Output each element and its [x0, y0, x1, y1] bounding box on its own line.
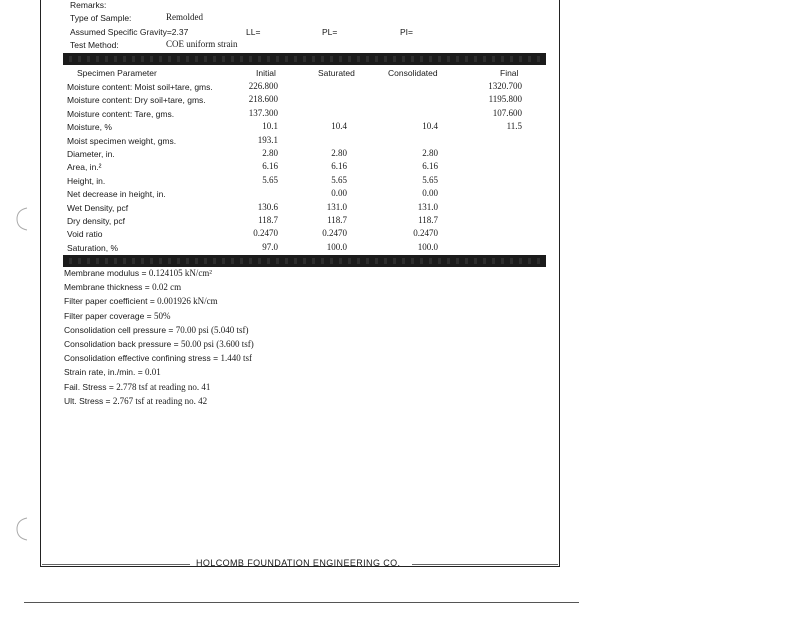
note-label: Consolidation back pressure =: [64, 339, 181, 349]
table-row-label: Moisture content: Tare, gms.: [67, 109, 175, 119]
note-value: 2.778 tsf at reading no. 41: [116, 382, 211, 392]
scan-line-bottom: [24, 602, 579, 603]
table-row-label: Moisture content: Moist soil+tare, gms.: [67, 82, 213, 92]
table-cell: 130.6: [257, 202, 278, 212]
table-row-label: Dry density, pcf: [67, 216, 125, 226]
note-value: 50%: [154, 311, 171, 321]
table-cell: 5.65: [422, 175, 438, 185]
note-label: Strain rate, in./min. =: [64, 367, 146, 377]
note-value: 1.440 tsf: [220, 353, 252, 363]
table-cell: 226.800: [248, 81, 278, 91]
specific-gravity-label: Assumed Specific Gravity=2.37: [70, 27, 189, 37]
table-row-label: Void ratio: [67, 229, 103, 239]
footer-rule-left: [42, 564, 190, 565]
table-cell: 137.300: [248, 108, 278, 118]
table-cell: 1320.700: [488, 81, 522, 91]
table-cell: 100.0: [326, 242, 347, 252]
table-cell: 6.16: [262, 161, 278, 171]
page-border-left: [40, 0, 41, 566]
note-line: [64, 339, 254, 349]
table-cell: 11.5: [506, 121, 522, 131]
note-label: Filter paper coefficient =: [64, 296, 158, 306]
table-cell: 118.7: [258, 215, 278, 225]
table-row-label: Area, in.²: [67, 162, 102, 172]
table-cell: 0.00: [422, 188, 438, 198]
table-cell: 118.7: [418, 215, 438, 225]
table-cell: 1195.800: [488, 94, 522, 104]
table-cell: 0.00: [331, 188, 347, 198]
note-value: 2.767 tsf at reading no. 42: [112, 396, 208, 406]
table-cell: 0.2470: [413, 228, 438, 238]
note-line: [64, 282, 181, 292]
note-line: [64, 353, 252, 363]
table-row-label: Moist specimen weight, gms.: [67, 136, 177, 146]
note-line: [64, 382, 210, 392]
note-value: 0.001926 kN/cm: [157, 296, 218, 306]
sample-type-value: Remolded: [166, 12, 203, 22]
note-value: 0.02 cm: [152, 282, 182, 292]
table-row-label: Moisture, %: [67, 122, 112, 132]
sample-type-label: Type of Sample:: [70, 13, 132, 23]
note-value: 0.01: [145, 367, 161, 377]
note-label: Ult. Stress =: [64, 396, 113, 406]
table-row-label: Diameter, in.: [67, 149, 115, 159]
table-cell: 0.2470: [253, 228, 278, 238]
note-line: [64, 396, 207, 406]
remarks-label: Remarks:: [70, 0, 107, 10]
note-label: Fail. Stress =: [64, 382, 117, 392]
ll-label: LL=: [246, 27, 261, 37]
punch-hole-mark-bottom: [14, 516, 30, 542]
table-cell: 118.7: [327, 215, 347, 225]
table-row-label: Saturation, %: [67, 243, 119, 253]
table-cell: 131.0: [326, 202, 347, 212]
table-cell: 100.0: [417, 242, 438, 252]
table-row-label: Net decrease in height, in.: [67, 189, 166, 199]
note-line: [64, 311, 171, 321]
note-line: [64, 325, 249, 335]
col-header-parameter: Specimen Parameter: [77, 68, 157, 78]
col-header-consolidated: Consolidated: [388, 68, 438, 78]
note-value: 70.00 psi (5.040 tsf): [175, 325, 249, 335]
table-row-label: Wet Density, pcf: [67, 203, 129, 213]
table-cell: 0.2470: [322, 228, 347, 238]
table-cell: 97.0: [262, 242, 278, 252]
note-value: 50.00 psi (3.600 tsf): [180, 339, 254, 349]
table-header-bar-top: [63, 53, 546, 65]
table-cell: 10.4: [331, 121, 347, 131]
table-cell: 193.1: [257, 135, 278, 145]
table-row-label: Moisture content: Dry soil+tare, gms.: [67, 95, 206, 105]
table-cell: 218.600: [248, 94, 278, 104]
table-cell: 2.80: [422, 148, 438, 158]
table-cell: 2.80: [331, 148, 347, 158]
note-label: Consolidation effective confining stress =: [64, 353, 221, 363]
footer-rule-right: [412, 564, 558, 565]
page-border-right: [559, 0, 560, 566]
table-cell: 5.65: [262, 175, 278, 185]
col-header-saturated: Saturated: [318, 68, 355, 78]
pi-label: PI=: [400, 27, 413, 37]
note-line: [64, 367, 161, 377]
table-cell: 6.16: [422, 161, 438, 171]
test-method-value: COE uniform strain: [166, 39, 238, 49]
footer-company: HOLCOMB FOUNDATION ENGINEERING CO.: [196, 558, 401, 568]
pl-label: PL=: [322, 27, 338, 37]
note-label: Membrane thickness =: [64, 282, 153, 292]
note-label: Filter paper coverage =: [64, 311, 155, 321]
table-header-bar-bottom: [63, 255, 546, 267]
note-line: [64, 268, 212, 278]
note-value: 0.124105 kN/cm²: [148, 268, 213, 278]
table-cell: 107.600: [492, 108, 522, 118]
table-cell: 5.65: [331, 175, 347, 185]
col-header-final: Final: [500, 68, 519, 78]
note-label: Consolidation cell pressure =: [64, 325, 176, 335]
test-method-label: Test Method:: [70, 40, 119, 50]
table-cell: 131.0: [417, 202, 438, 212]
table-row-label: Height, in.: [67, 176, 106, 186]
table-cell: 10.4: [422, 121, 438, 131]
note-label: Membrane modulus =: [64, 268, 149, 278]
note-line: [64, 296, 218, 306]
col-header-initial: Initial: [256, 68, 276, 78]
table-cell: 2.80: [262, 148, 278, 158]
punch-hole-mark-top: [14, 206, 30, 232]
table-cell: 6.16: [331, 161, 347, 171]
table-cell: 10.1: [262, 121, 278, 131]
